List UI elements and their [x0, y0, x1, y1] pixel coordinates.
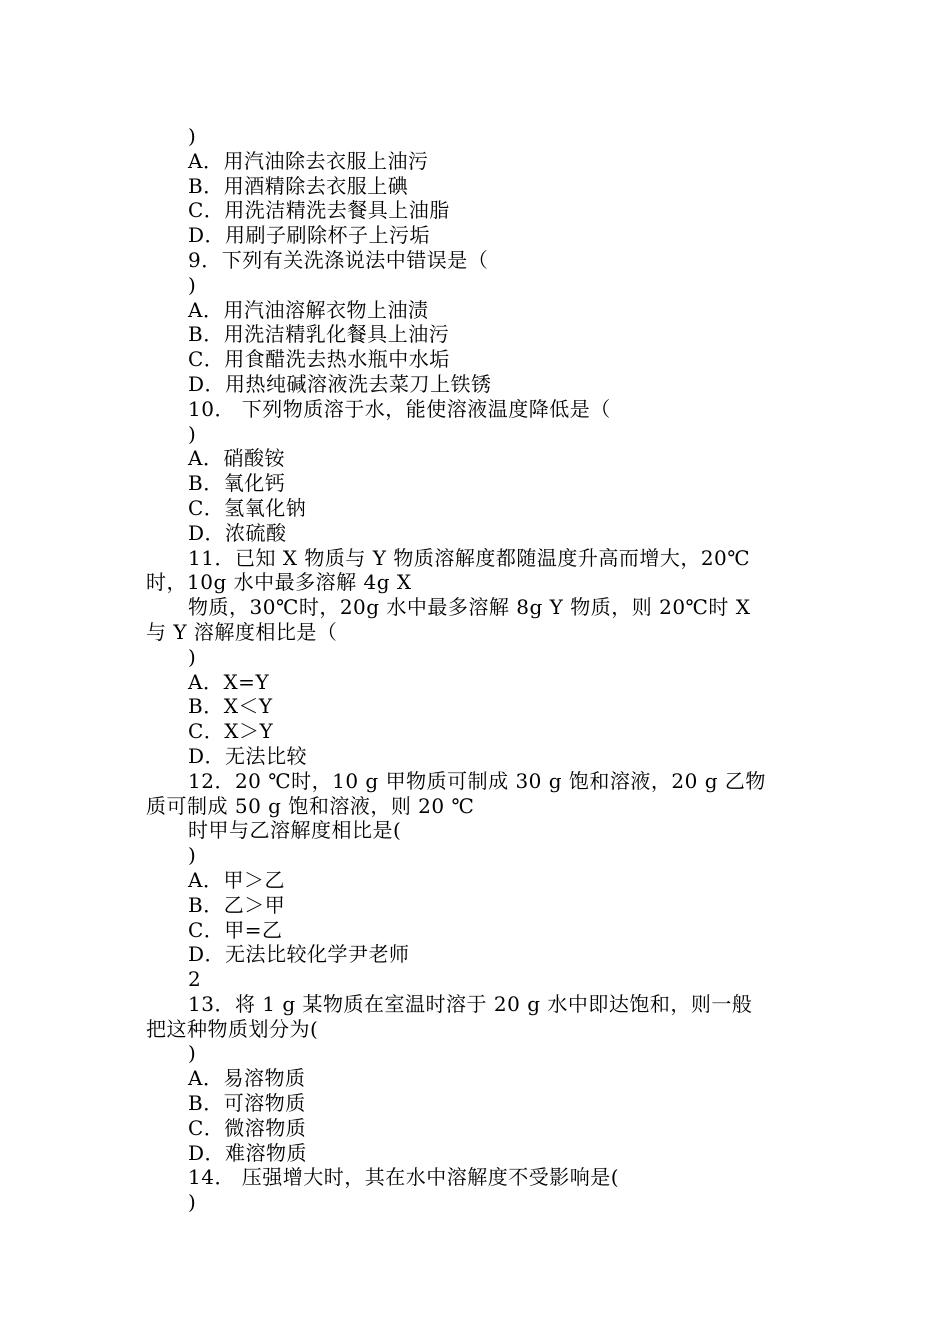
text-line: B．可溶物质	[188, 1091, 306, 1116]
text-line: )	[188, 1190, 197, 1215]
text-line: 时甲与乙溶解度相比是(	[188, 818, 402, 843]
text-line: )	[188, 843, 197, 868]
text-line: B．用洗洁精乳化餐具上油污	[188, 322, 450, 347]
text-line: B．氧化钙	[188, 471, 286, 496]
text-line: A．甲＞乙	[188, 867, 285, 892]
text-line: 把这种物质划分为(	[146, 1016, 319, 1041]
text-line: C．用食醋洗去热水瓶中水垢	[188, 347, 450, 372]
text-line: B．乙＞甲	[188, 892, 286, 917]
text-line: A．易溶物质	[188, 1066, 306, 1091]
text-line: C．微溶物质	[188, 1115, 307, 1140]
text-line: 14． 压强增大时，其在水中溶解度不受影响是(	[188, 1165, 620, 1190]
text-line: 11．已知 X 物质与 Y 物质溶解度都随温度升高而增大，20℃	[188, 545, 751, 570]
text-line: C．氢氧化钠	[188, 495, 307, 520]
text-line: 物质，30℃时，20g 水中最多溶解 8g Y 物质，则 20℃时 X	[188, 595, 751, 620]
text-line: C．X＞Y	[188, 719, 274, 744]
text-line: D．浓硫酸	[188, 520, 287, 545]
text-line: C．甲=乙	[188, 917, 283, 942]
document-body	[146, 124, 816, 1215]
text-line: A．X=Y	[188, 669, 270, 694]
text-line: )	[188, 421, 197, 446]
text-line: A．硝酸铵	[188, 446, 285, 471]
text-line: 10． 下列物质溶于水，能使溶液温度降低是（	[188, 396, 611, 421]
text-line: )	[188, 644, 197, 669]
text-line: 与 Y 溶解度相比是（	[146, 619, 338, 644]
text-line: 13．将 1 g 某物质在室温时溶于 20 g 水中即达饱和，则一般	[188, 991, 753, 1016]
text-line: )	[188, 124, 197, 148]
text-line: )	[188, 272, 197, 297]
text-line: A．用汽油溶解衣物上油渍	[188, 297, 429, 322]
text-line: A．用汽油除去衣服上油污	[188, 148, 429, 173]
text-line: )	[188, 1041, 197, 1066]
text-line: D．用刷子刷除杯子上污垢	[188, 223, 431, 248]
text-line: D．用热纯碱溶液洗去菜刀上铁锈	[188, 371, 492, 396]
text-line: 2	[188, 967, 202, 992]
text-line: 质可制成 50 g 饱和溶液，则 20 ℃	[146, 793, 475, 818]
text-line: D．无法比较	[188, 743, 308, 768]
text-line: D．无法比较化学尹老师	[188, 942, 410, 967]
text-line: B．用酒精除去衣服上碘	[188, 173, 409, 198]
text-line: C．用洗洁精洗去餐具上油脂	[188, 198, 450, 223]
text-line: 12．20 ℃时，10 g 甲物质可制成 30 g 饱和溶液，20 g 乙物	[188, 768, 766, 793]
text-line: D．难溶物质	[188, 1140, 308, 1165]
text-line: 9．下列有关洗涤说法中错误是（	[188, 247, 489, 272]
text-line: B．X＜Y	[188, 694, 273, 719]
text-line: 时，10g 水中最多溶解 4g X	[146, 570, 412, 595]
